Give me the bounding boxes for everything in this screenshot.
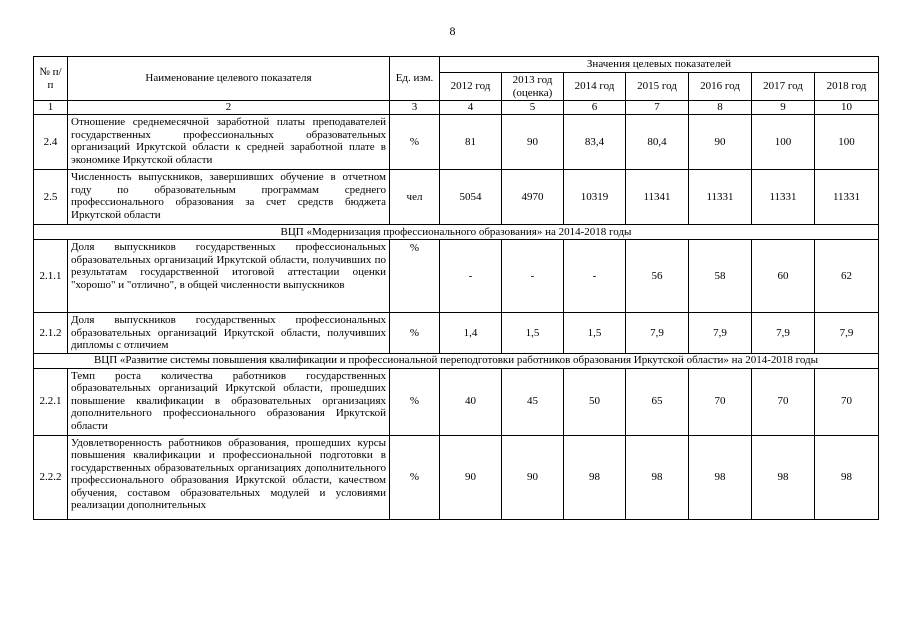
indicator-unit: % [390, 115, 440, 170]
indicator-value: 7,9 [815, 313, 879, 354]
indicator-value: 1,5 [564, 313, 626, 354]
indicator-value: 83,4 [564, 115, 626, 170]
indicator-row [34, 313, 879, 354]
indicator-value: 10319 [564, 170, 626, 225]
indicator-num: 2.2.1 [34, 368, 68, 435]
header-year: 2017 год [752, 73, 815, 101]
column-number: 3 [390, 101, 440, 115]
header-year: 2015 год [626, 73, 689, 101]
header-year: 2012 год [440, 73, 502, 101]
indicator-value: 5054 [440, 170, 502, 225]
indicator-name: Удовлетворенность работников образования, прошедших курсы повышения квалификации и профессиональной подготовки в государственных образовательных организациях дополнительного профессионального образования Иркутской области, качеством обучения, составом образовательных модулей и условиями реализации дополнительных [68, 435, 390, 519]
indicator-value: 60 [752, 240, 815, 313]
column-number: 4 [440, 101, 502, 115]
indicator-value: 7,9 [626, 313, 689, 354]
indicators-table [33, 56, 879, 520]
indicator-value: 45 [502, 368, 564, 435]
column-number: 10 [815, 101, 879, 115]
indicator-value: 11331 [689, 170, 752, 225]
indicator-value: - [440, 240, 502, 313]
indicator-num: 2.1.1 [34, 240, 68, 313]
indicator-num: 2.5 [34, 170, 68, 225]
indicator-value: 7,9 [689, 313, 752, 354]
indicator-value: 98 [689, 435, 752, 519]
indicator-value: 1,4 [440, 313, 502, 354]
header-unit: Ед. изм. [390, 57, 440, 101]
indicator-name: Доля выпускников государственных профессиональных образовательных организаций Иркутской области, получивших по результатам государственной итоговой аттестации оценки "хорошо" и "отлично", в общей численности выпускников [68, 240, 390, 313]
header-num: № п/п [34, 57, 68, 101]
header-year: 2018 год [815, 73, 879, 101]
column-number: 5 [502, 101, 564, 115]
header-row-1 [34, 57, 879, 73]
column-number: 1 [34, 101, 68, 115]
indicator-value: 65 [626, 368, 689, 435]
indicator-unit: % [390, 368, 440, 435]
indicator-value: 70 [752, 368, 815, 435]
indicator-value: 58 [689, 240, 752, 313]
indicator-unit: % [390, 240, 440, 313]
indicator-value: 40 [440, 368, 502, 435]
indicator-value: - [502, 240, 564, 313]
indicator-num: 2.4 [34, 115, 68, 170]
indicator-value: 70 [689, 368, 752, 435]
section-title: ВЦП «Развитие системы повышения квалификации и профессиональной переподготовки работников образования Иркутской области» на 2014-2018 годы [34, 353, 879, 368]
indicator-row [34, 368, 879, 435]
indicator-row [34, 170, 879, 225]
header-name: Наименование целевого показателя [68, 57, 390, 101]
section-row [34, 353, 879, 368]
column-number: 9 [752, 101, 815, 115]
indicator-value: 90 [440, 435, 502, 519]
indicator-value: 98 [752, 435, 815, 519]
indicator-value: 56 [626, 240, 689, 313]
indicator-value: 62 [815, 240, 879, 313]
header-values-group: Значения целевых показателей [440, 57, 879, 73]
indicator-num: 2.2.2 [34, 435, 68, 519]
column-number: 7 [626, 101, 689, 115]
page-number: 8 [449, 24, 456, 38]
section-title: ВЦП «Модернизация профессионального образования» на 2014-2018 годы [34, 225, 879, 240]
indicator-row [34, 115, 879, 170]
section-row [34, 225, 879, 240]
indicator-value: 7,9 [752, 313, 815, 354]
indicator-value: 100 [752, 115, 815, 170]
indicator-value: 98 [626, 435, 689, 519]
indicator-value: 11331 [752, 170, 815, 225]
header-year: 2013 год (оценка) [502, 73, 564, 101]
indicator-value: 70 [815, 368, 879, 435]
indicator-unit: % [390, 435, 440, 519]
indicator-unit: % [390, 313, 440, 354]
indicator-name: Численность выпускников, завершивших обучение в отчетном году по образовательным программам среднего профессионального образования за счет средств бюджета Иркутской области [68, 170, 390, 225]
header-year: 2014 год [564, 73, 626, 101]
indicator-value: 98 [815, 435, 879, 519]
indicator-name: Темп роста количества работников государственных образовательных организаций Иркутской области, прошедших повышение квалификации в образовательных организациях дополнительного профессионального образования Иркутской области [68, 368, 390, 435]
indicator-value: 90 [689, 115, 752, 170]
header-year: 2016 год [689, 73, 752, 101]
column-number: 2 [68, 101, 390, 115]
indicator-value: 11331 [815, 170, 879, 225]
indicator-value: 90 [502, 435, 564, 519]
indicator-value: 50 [564, 368, 626, 435]
indicator-row [34, 240, 879, 313]
indicator-value: 81 [440, 115, 502, 170]
indicator-value: 11341 [626, 170, 689, 225]
indicator-value: 90 [502, 115, 564, 170]
indicator-row [34, 435, 879, 519]
indicator-name: Доля выпускников государственных профессиональных образовательных организаций Иркутской области, получивших дипломы с отличием [68, 313, 390, 354]
indicator-value: 100 [815, 115, 879, 170]
column-number: 6 [564, 101, 626, 115]
indicator-value: 1,5 [502, 313, 564, 354]
indicator-num: 2.1.2 [34, 313, 68, 354]
indicator-unit: чел [390, 170, 440, 225]
column-number: 8 [689, 101, 752, 115]
indicator-value: - [564, 240, 626, 313]
indicator-name: Отношение среднемесячной заработной платы преподавателей государственных профессиональных образовательных организаций Иркутской области к средней заработной плате в экономике Иркутской области [68, 115, 390, 170]
indicator-value: 4970 [502, 170, 564, 225]
indicator-value: 80,4 [626, 115, 689, 170]
column-numbers-row [34, 101, 879, 115]
indicator-value: 98 [564, 435, 626, 519]
